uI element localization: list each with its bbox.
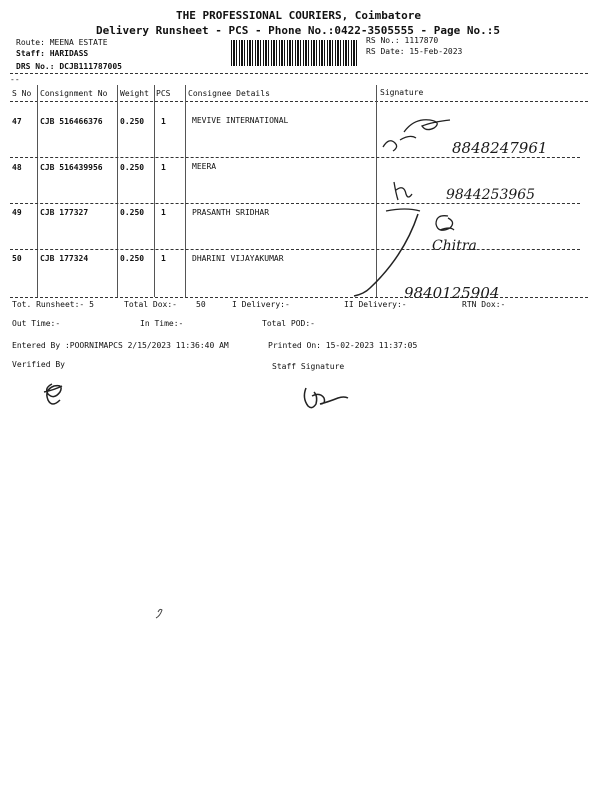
row-pcs: 1 [161,208,166,217]
stray-dashes: -- [10,75,20,84]
col-sep-4 [185,85,186,297]
col-header-signature: Signature [380,88,424,97]
signature-scribble [394,182,412,200]
signature-stroke [354,214,418,296]
divider-bottom [10,297,588,298]
row-sno: 48 [12,163,22,172]
ii-delivery: II Delivery:- [344,300,407,309]
col-sep-5 [376,85,377,297]
signature-scribble [436,216,454,231]
in-time: In Time:- [140,319,184,328]
row-consignment: CJB 516466376 [40,117,103,126]
row-sno: 49 [12,208,22,217]
row-divider [10,157,580,158]
row-pcs: 1 [161,117,166,126]
row-divider [10,249,580,250]
row-consignee: MEERA [192,162,217,171]
entered-by: Entered By :POORNIMAPCS 2/15/2023 11:36:40 AM [12,341,229,350]
handwritten-phone: 8848247961 [452,139,548,157]
col-header-sno: S No [12,89,32,98]
row-divider [10,203,580,204]
col-header-consignee: Consignee Details [188,89,270,98]
verified-signature [44,384,62,404]
col-header-weight: Weight [120,89,149,98]
stray-mark [156,609,162,618]
company-title: THE PROFESSIONAL COURIERS, Coimbatore [176,9,422,22]
tot-runsheet: Tot. Runsheet:- 5 [12,300,94,309]
rs-date: RS Date: 15-Feb-2023 [366,47,463,56]
divider-top [10,73,588,74]
total-pod: Total POD:- [262,319,315,328]
total-dox-label: Total Dox:- [124,300,177,309]
row-sno: 47 [12,117,22,126]
row-consignee: PRASANTH SRIDHAR [192,208,270,217]
row-consignment: CJB 177324 [40,254,89,263]
barcode [231,40,359,66]
handwritten-phone: 9840125904 [404,284,500,302]
handwritten-phone: 9844253965 [446,187,536,203]
signature-scribble [383,120,450,151]
row-consignee: MEVIVE INTERNATIONAL [192,116,289,125]
row-weight: 0.250 [120,117,145,126]
staff-signature-mark [304,388,348,408]
staff-label: Staff: HARIDASS [16,49,89,58]
row-weight: 0.250 [120,163,145,172]
total-dox-value: 50 [196,300,206,309]
row-pcs: 1 [161,163,166,172]
col-sep-2 [117,85,118,297]
row-pcs: 1 [161,254,166,263]
printed-on: Printed On: 15-02-2023 11:37:05 [268,341,418,350]
col-sep-1 [37,85,38,297]
row-weight: 0.250 [120,254,145,263]
route-label: Route: MEENA ESTATE [16,38,108,47]
row-consignment: CJB 177327 [40,208,89,217]
signature-stroke [386,209,420,211]
divider-header [10,101,588,102]
row-consignment: CJB 516439956 [40,163,103,172]
i-delivery: I Delivery:- [232,300,290,309]
runsheet-subtitle: Delivery Runsheet - PCS - Phone No.:0422-3505555 - Page No.:5 [96,24,500,37]
row-consignee: DHARINI VIJAYAKUMAR [192,254,284,263]
out-time: Out Time:- [12,319,61,328]
handwritten-name: Chitra [432,238,477,254]
col-sep-3 [154,85,155,297]
drs-number: DRS No.: DCJB111787005 [16,62,122,71]
col-header-pcs: PCS [156,89,171,98]
verified-by: Verified By [12,360,65,369]
rtn-dox: RTN Dox:- [462,300,506,309]
col-header-consignment: Consignment No [40,89,108,98]
row-weight: 0.250 [120,208,145,217]
rs-number: RS No.: 1117870 [366,36,439,45]
row-sno: 50 [12,254,22,263]
staff-signature-label: Staff Signature [272,362,345,371]
